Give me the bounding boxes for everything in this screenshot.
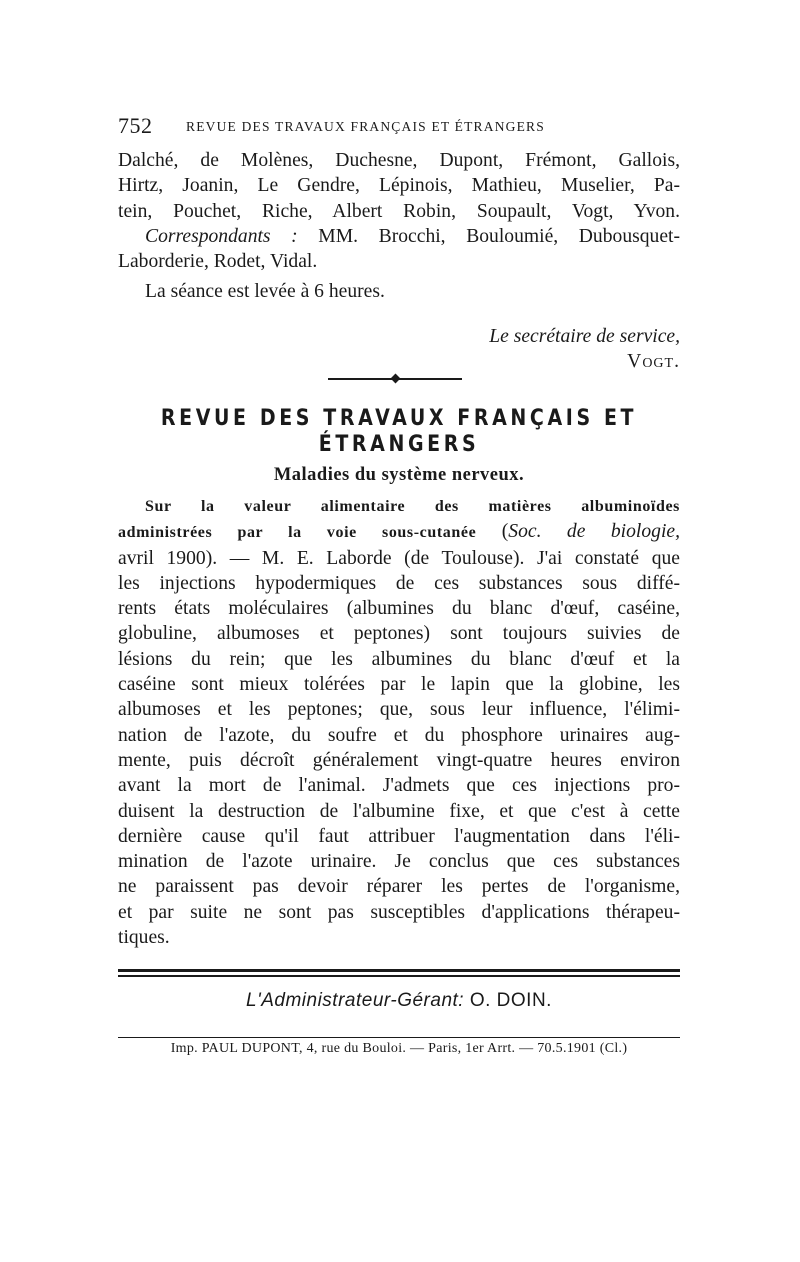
text-line: Dalché, de Molènes, Duchesne, Dupont, Frémont, Gallois, [118, 150, 680, 171]
source-open: ( [476, 521, 509, 543]
closing-line: La séance est levée à 6 heures. [145, 281, 385, 303]
signature-name: Vogt. [627, 351, 680, 372]
text-line: tein, Pouchet, Riche, Albert Robin, Soupault, Vogt, Yvon. [118, 200, 680, 222]
article-title-cont [118, 519, 680, 545]
text-line: tiques. [118, 927, 170, 949]
correspondants-names: MM. Brocchi, Bouloumié, Dubousquet- [297, 225, 681, 247]
text-line: Hirtz, Joanin, Le Gendre, Lépinois, Mathieu, Muselier, Pa- [118, 175, 680, 197]
running-head: REVUE DES TRAVAUX FRANÇAIS ET ÉTRANGERS [186, 119, 545, 134]
administrator-name: O. DOIN. [464, 990, 552, 1011]
article-source: Soc. de biologie, [508, 521, 680, 543]
printer-imprint: Imp. PAUL DUPONT, 4, rue du Bouloi. — Paris, 1er Arrt. — 70.5.1901 (Cl.) [170, 1041, 628, 1056]
text-line: nation de l'azote, du soufre et du phosphore urinaires aug- [118, 724, 680, 746]
text-line: caséine sont mieux tolérées par le lapin que la globine, les [118, 674, 680, 696]
text-line: dernière cause qu'il faut attribuer l'augmentation dans l'éli- [118, 825, 680, 847]
text-line: les injections hypodermiques de ces substances sous diffé- [118, 572, 680, 594]
members-paragraph [118, 148, 680, 305]
article [118, 494, 680, 950]
text-line: Laborderie, Rodet, Vidal. [118, 251, 318, 273]
text-line: albumoses et les peptones; que, sous leur influence, l'élimi- [118, 699, 680, 721]
administrator-label: L'Administrateur-Gérant: [246, 990, 465, 1011]
end-rule-thick [118, 969, 680, 972]
text-line: mente, puis décroît généralement vingt-quatre heures environ [118, 749, 680, 771]
text-line: globuline, albumoses et peptones) sont toujours suivies de [118, 623, 680, 645]
text-line: rents états moléculaires (albumines du blanc d'œuf, caséine, [118, 598, 680, 620]
correspondants-label: Correspondants : [145, 225, 298, 247]
text-line: avant la mort de l'animal. J'admets que ces injections pro- [118, 775, 680, 797]
text-line: mination de l'azote urinaire. Je conclus que ces substances [118, 851, 680, 873]
text-line: et par suite ne sont pas susceptibles d'applications thérapeu- [118, 901, 680, 923]
imprint-rule [118, 1037, 680, 1038]
text-line: lésions du rein; que les albumines du blanc d'œuf et la [118, 648, 680, 670]
signature-title: Le secrétaire de service, [489, 326, 680, 347]
page-header [118, 113, 678, 143]
article-title: administrées par la voie sous-cutanée [118, 524, 477, 542]
page-number: 752 [118, 113, 153, 138]
divider-ornament [391, 374, 401, 384]
subsection-heading: Maladies du système nerveux. [273, 465, 525, 485]
end-rule-thin [118, 975, 680, 977]
text-line: ne paraissent pas devoir réparer les pertes de l'organisme, [118, 876, 680, 898]
signature-block [489, 324, 680, 374]
section-heading: REVUE DES TRAVAUX FRANÇAIS ET ÉTRANGERS [160, 405, 638, 457]
text-line: duisent la destruction de l'albumine fixe, et que c'est à cette [118, 800, 680, 822]
text-line: avril 1900). — M. E. Laborde (de Toulouse). J'ai constaté que [118, 547, 680, 569]
administrator-line [118, 990, 680, 1012]
article-title: Sur la valeur alimentaire des matières albuminoïdes [145, 498, 680, 515]
correspondants-line [118, 224, 680, 249]
